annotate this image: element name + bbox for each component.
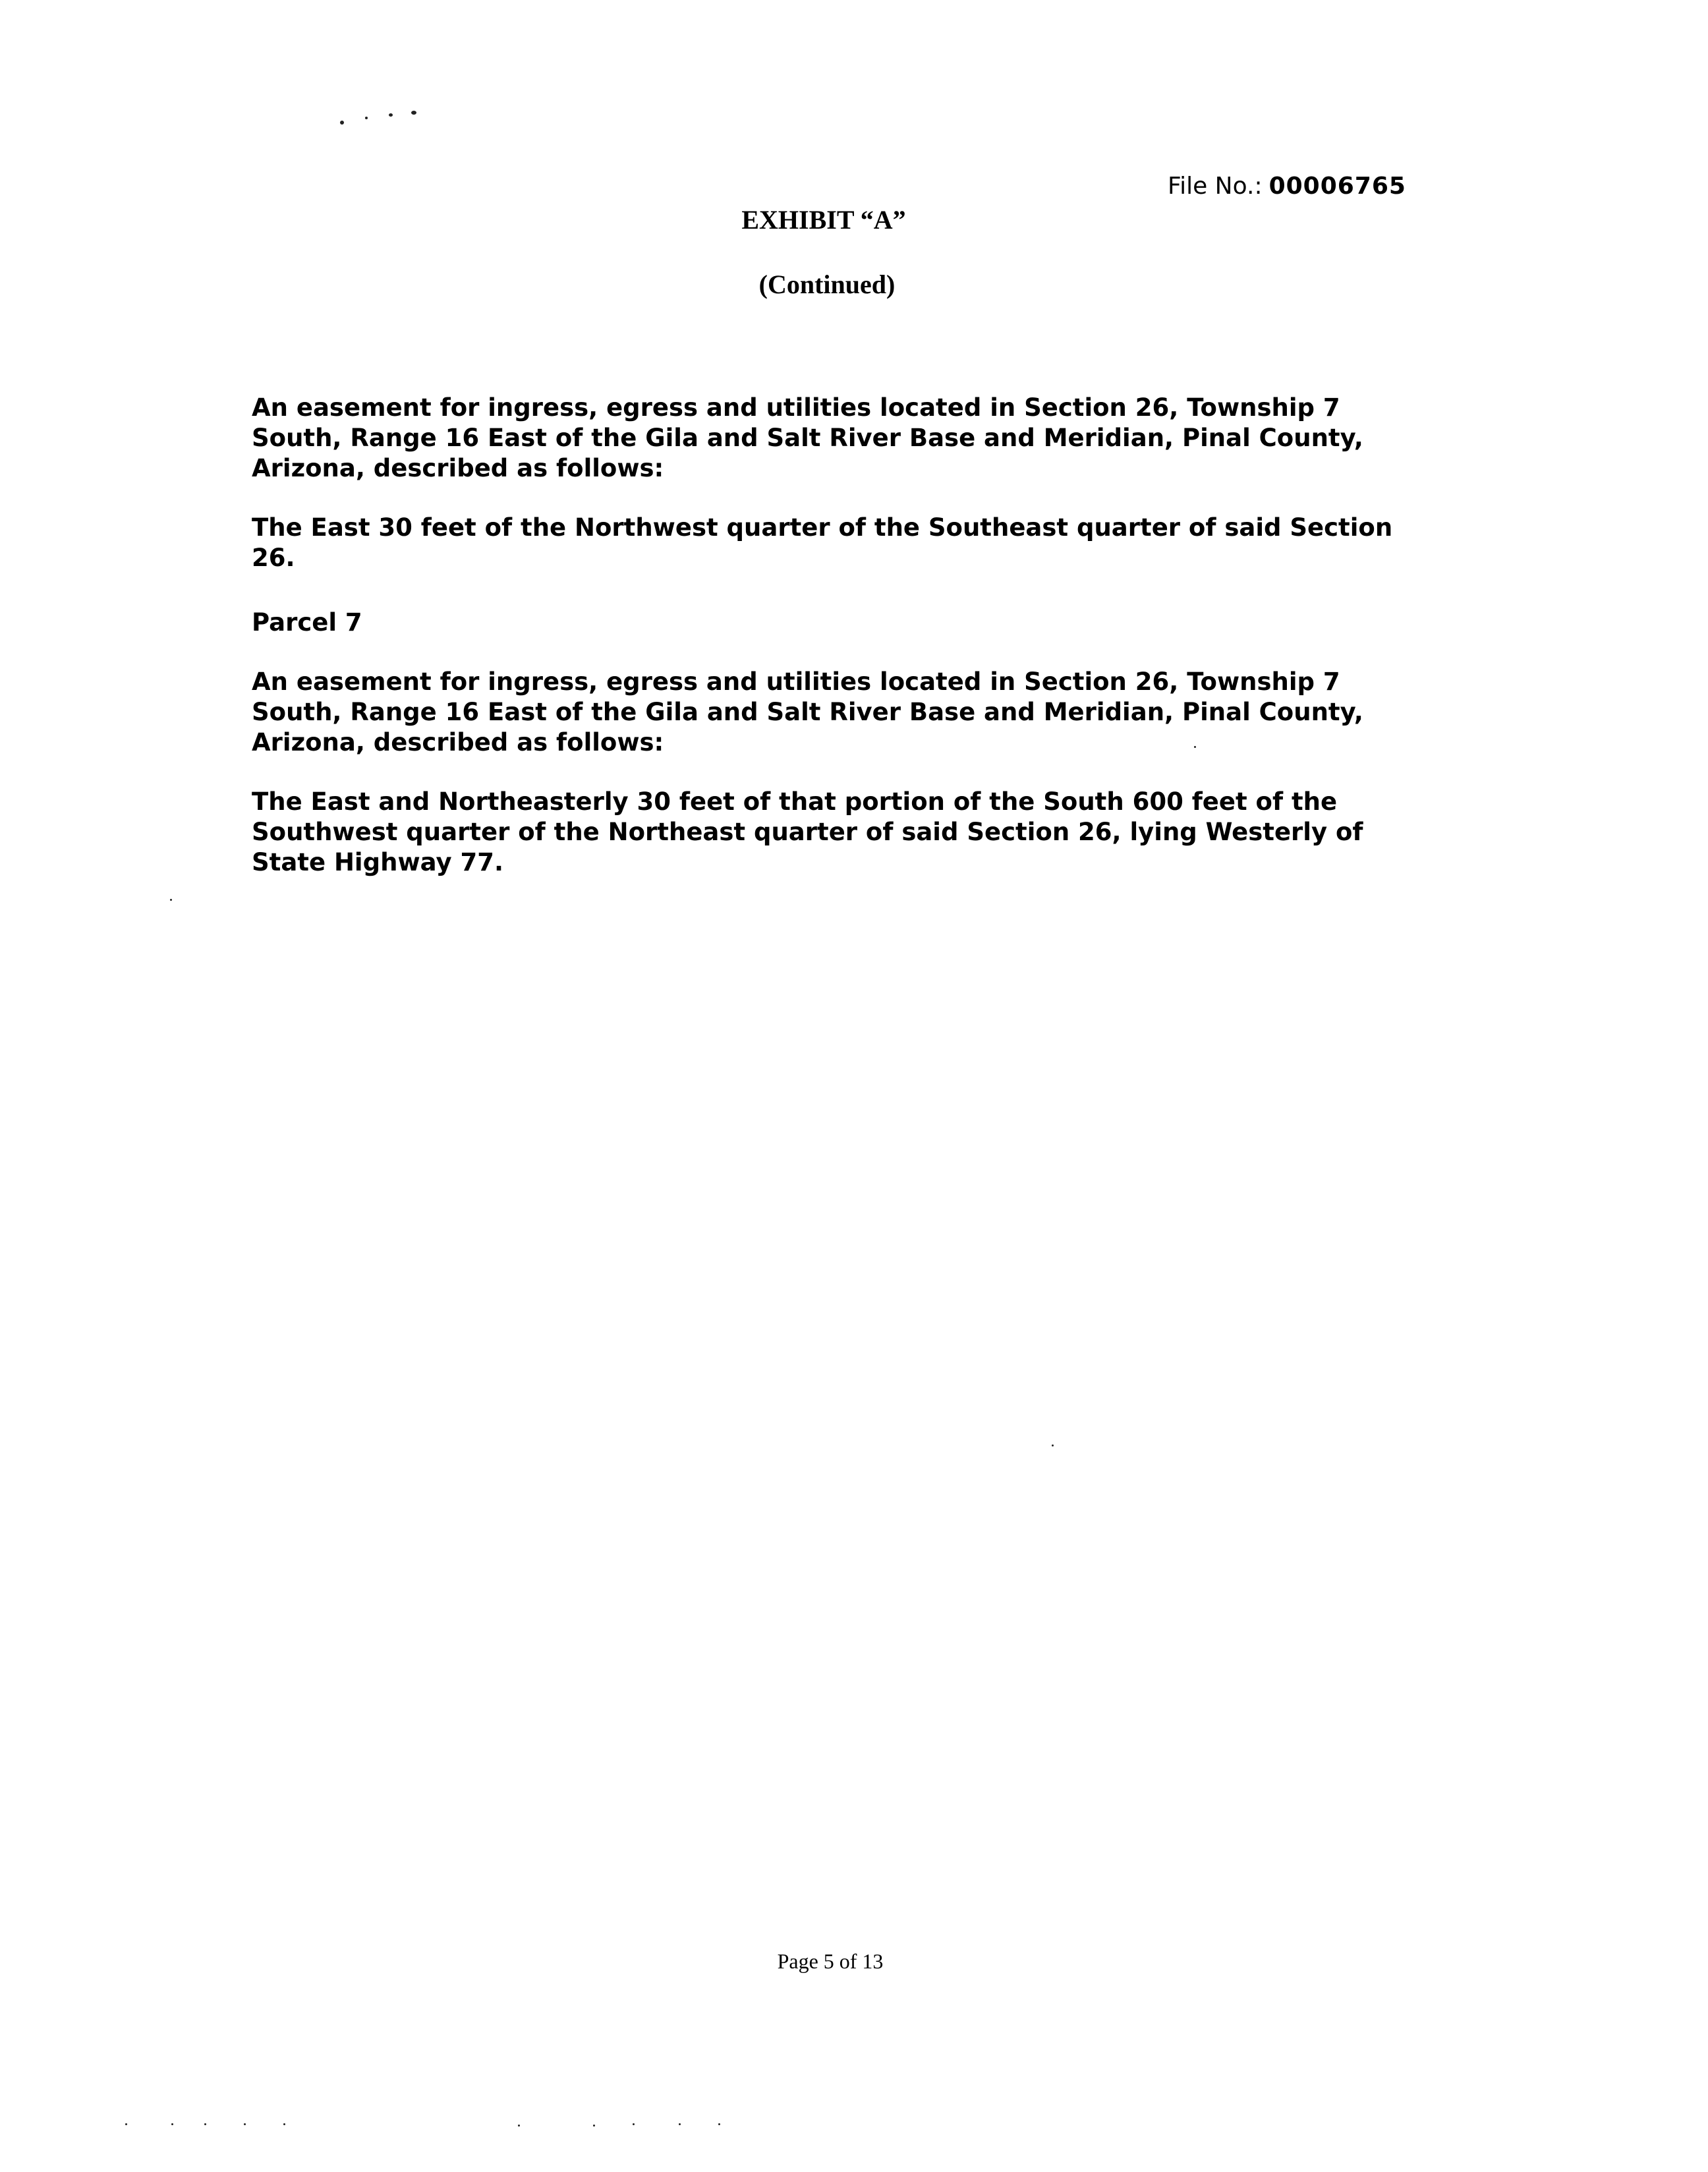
easement-paragraph-2: An easement for ingress, egress and utilities located in Section 26, Township 7 South, Range 16 East of the Gila and Salt River Base and Meridian, Pinal County, Arizona, described as follows: [252, 668, 1363, 757]
page-number: Page 5 of 13 [777, 1949, 884, 1973]
scan-speck [204, 2123, 206, 2125]
file-number-label: File No.: [1168, 173, 1263, 200]
scan-speck [633, 2123, 635, 2125]
scan-speck [365, 117, 368, 119]
scan-speck [283, 2123, 285, 2125]
scan-speck [411, 111, 416, 115]
parcel-heading: Parcel 7 [252, 608, 362, 637]
legal-description-2: The East and Northeasterly 30 feet of that portion of the South 600 feet of the Southwest quarter of the Northeast quarter of said Section 26, lying Westerly of State Highway 77. [252, 787, 1363, 876]
scan-speck [1052, 1444, 1054, 1446]
scan-speck [593, 2125, 595, 2127]
file-number-value: 00006765 [1268, 173, 1406, 200]
scan-speck [244, 2123, 246, 2125]
exhibit-continued: (Continued) [758, 270, 896, 299]
easement-paragraph-1: An easement for ingress, egress and utilities located in Section 26, Township 7 South, Range 16 East of the Gila and Salt River Base and Meridian, Pinal County, Arizona, described as follows: [252, 393, 1363, 482]
scan-speck [170, 899, 172, 901]
scan-speck [679, 2123, 681, 2125]
scan-speck [125, 2123, 127, 2125]
scan-speck [340, 121, 344, 125]
scan-speck [518, 2125, 520, 2127]
legal-description-1: The East 30 feet of the Northwest quarter of the Southeast quarter of said Section 26. [252, 513, 1393, 572]
exhibit-title: EXHIBIT “A” [741, 205, 906, 235]
scan-speck [171, 2123, 173, 2125]
file-number [1168, 173, 1406, 200]
scan-speck [718, 2123, 720, 2125]
scan-speck [389, 113, 393, 117]
